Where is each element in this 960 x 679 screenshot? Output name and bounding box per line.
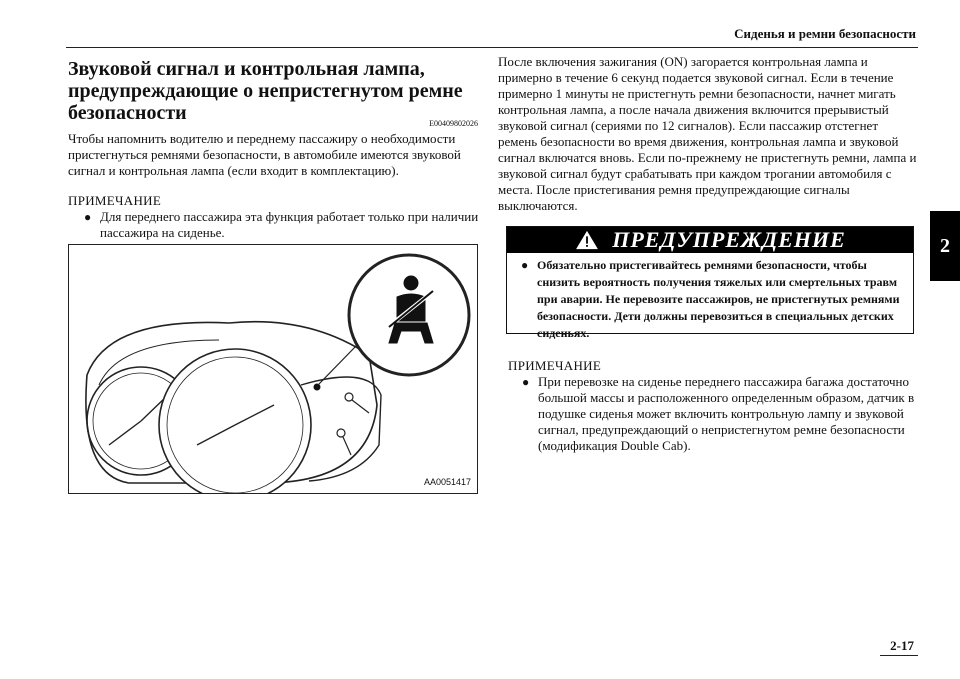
right-paragraph: После включения зажигания (ON) загорается контрольная лампа и примерно в течение 6 секунд подается звуковой сигнал. Если в течение примерно 1 минуты не пристегнуть ремни безопасности, начнет мигать контрольная лампа, а после начала движения включится прерывистый звуковой сигнал (сериями по 12 сигналов). Если пассажир отстегнет ремень безопасности во время движения, контрольная лампа и звуковой сигнал включатся вновь. Если по-прежнему не пристегнуть ремни, лампа и звуковой сигнал будут срабатывать при каждом трогании автомобиля с места. После пристегивания ремня предупреждающие сигналы выключаются. [498,54,917,213]
warning-triangle-icon [574,230,600,250]
section-code: E00409802026 [429,119,478,128]
note-item [522,374,918,454]
note-text: Для переднего пассажира эта функция работает только при наличии пассажира на сиденье. [100,209,479,240]
warning-text: Обязательно пристегивайтесь ремнями безопасности, чтобы снизить вероятность получения тяжелых или смертельных травм при аварии. Не перевозите пассажиров, не пристегнутых ремнями безопасности. Дети должны перевозиться в специальных детских сиденьях. [537,258,900,340]
bullet-icon: ● [84,210,92,224]
page-number: 2-17 [890,638,914,653]
header-rule [66,47,918,48]
note-label: ПРИМЕЧАНИЕ [68,193,162,208]
bullet-icon: ● [521,258,529,272]
instrument-cluster-illustration [69,245,477,493]
warning-item [521,257,911,342]
warning-box [506,226,914,340]
chapter-tab: 2 [930,211,960,281]
footer-rule [880,655,918,656]
warning-title: ПРЕДУПРЕЖДЕНИЕ [612,227,846,252]
note-label: ПРИМЕЧАНИЕ [508,358,602,373]
seatbelt-lamp-dot [314,384,321,391]
note-item [84,209,480,241]
intro-paragraph: Чтобы напомнить водителю и переднему пассажиру о необходимости пристегнуться ремнями безопасности, в автомобиле имеются звуковой сигнал и контрольная лампа (если входит в комплектацию). [68,131,461,178]
warning-header [507,227,913,253]
page-header-title: Сиденья и ремни безопасности [734,26,916,41]
note-text: При перевозке на сиденье переднего пассажира багажа достаточно большой массы и расположенного определенным образом, датчик в подушке сиденья может включить контрольную лампу и звуковой сигнал, предупреждающий о непристегнутом ремне безопасности (модификация Double Cab). [538,374,915,453]
instrument-cluster-figure [68,244,478,494]
section-title: Звуковой сигнал и контрольная лампа, предупреждающие о непристегнутом ремне безопасности [68,58,463,124]
figure-code: AA0051417 [423,477,471,487]
speedometer-gauge [159,349,311,493]
bullet-icon: ● [522,375,530,389]
